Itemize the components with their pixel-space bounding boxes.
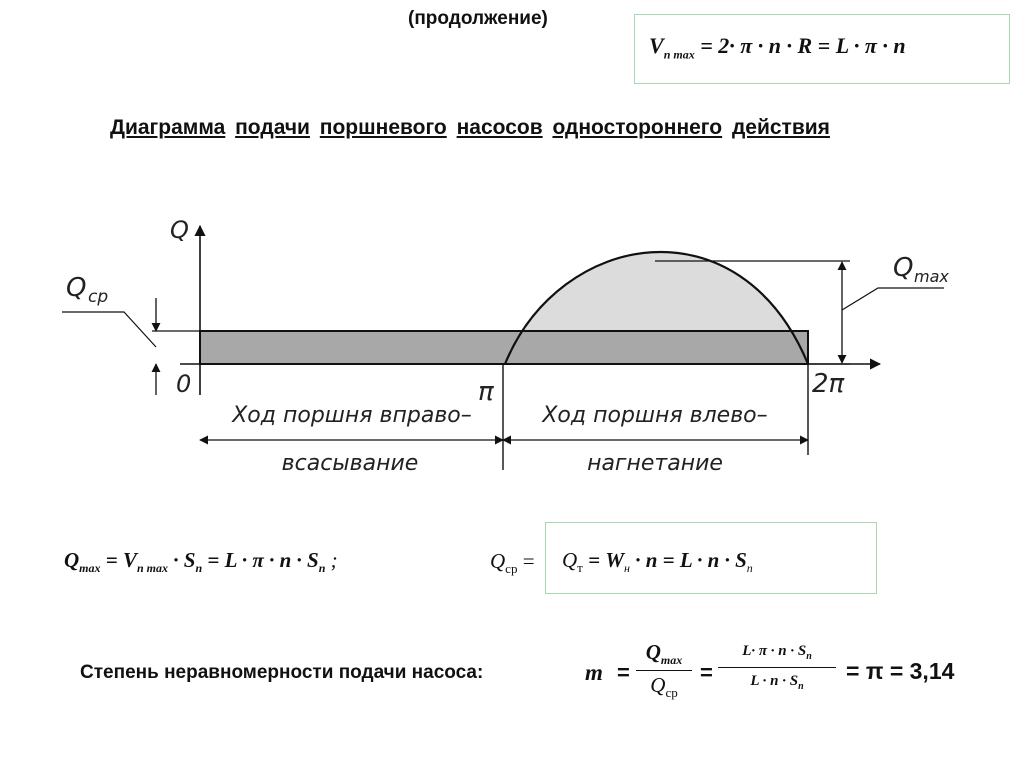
fraction2-bar [718, 667, 836, 668]
qt-formula [562, 548, 753, 576]
vmax-symbol: V [649, 33, 664, 58]
average-feed-band [200, 331, 808, 364]
q-axis-label: Q [170, 216, 189, 244]
fraction-bar [636, 670, 692, 671]
qt-expr: = W [588, 548, 624, 572]
qmax-subscript: max [79, 561, 101, 576]
qcp-leader [62, 312, 156, 347]
fraction-l-pi-n [718, 643, 836, 692]
nonuniformity-result: = π = 3,14 [846, 658, 955, 684]
fraction-qmax-qcp [636, 640, 692, 701]
qt-expr-rest: · n = L · n · S [635, 548, 747, 572]
origin-label: 0 [176, 370, 192, 398]
qt-symbol: Q [562, 548, 578, 572]
qmax-expr-rest: · S [173, 548, 196, 572]
qmax-formula [64, 548, 338, 576]
title-word: насосов [456, 116, 543, 139]
pump-feed-diagram [0, 180, 1024, 480]
m-equals-1: = [617, 660, 630, 685]
vmax-formula-box [634, 14, 1010, 84]
two-pi-label: 2π [812, 369, 845, 399]
qt-formula-box [545, 522, 877, 594]
qmax-expr-sub: п max [137, 561, 169, 576]
qmax-symbol: Q [64, 548, 80, 572]
vmax-expression: = 2· π · n · R = L · π · n [700, 33, 906, 58]
discharge-label: нагнетание [587, 451, 723, 476]
fraction2-denominator: $L \cdot n \cdot S_п$ [750, 673, 804, 692]
page-title [110, 116, 830, 140]
pi-label: π [478, 377, 494, 407]
title-word: одностороннего [552, 116, 723, 139]
fraction-denominator: $Q_{ср}$ [650, 673, 678, 701]
qt-expr-rest-sub: п [746, 561, 753, 576]
title-word: Диаграмма [110, 116, 226, 139]
m-letter: m [585, 660, 603, 685]
qmax-expr-tail: = L · π · n · S [207, 548, 319, 572]
vmax-formula [649, 33, 906, 62]
qmax-label-sub: max [914, 267, 949, 286]
qcp-subscript: ср [505, 561, 518, 577]
qcp-formula-lhs [490, 549, 535, 577]
qcp-label-sub: ср [88, 287, 109, 307]
qt-expr-sub: н [624, 561, 630, 576]
continuation-label: (продолжение) [408, 8, 548, 29]
title-word: поршневого [319, 116, 447, 139]
m-equals-2: = [700, 660, 713, 685]
qcp-symbol: Q [490, 549, 506, 573]
m-symbol [585, 660, 603, 686]
right-stroke-label: Ход поршня вправо– [232, 403, 472, 428]
title-word: подачи [235, 116, 310, 139]
fraction-numerator: $Q_{max}$ [645, 640, 683, 668]
vmax-subscript: п max [663, 47, 695, 62]
nonuniformity-label: Степень неравномерности подачи насоса: [80, 662, 484, 683]
left-stroke-label: Ход поршня влево– [542, 403, 768, 428]
title-word: действия [731, 116, 830, 139]
qcp-label: Q [66, 273, 87, 303]
qmax-expr-rest-sub: п [195, 561, 203, 576]
qmax-label: Q [893, 253, 914, 283]
qcp-equals: = [522, 549, 535, 573]
qmax-leader [842, 288, 944, 310]
formula-separator: ; [330, 548, 338, 572]
fraction2-numerator: $L\cdot \pi \cdot n \cdot S_п$ [742, 643, 812, 662]
qt-subscript: т [577, 560, 583, 576]
suction-label: всасывание [281, 451, 419, 476]
qmax-expr: = V [105, 548, 137, 572]
qmax-expr-tail-sub: п [318, 561, 326, 576]
